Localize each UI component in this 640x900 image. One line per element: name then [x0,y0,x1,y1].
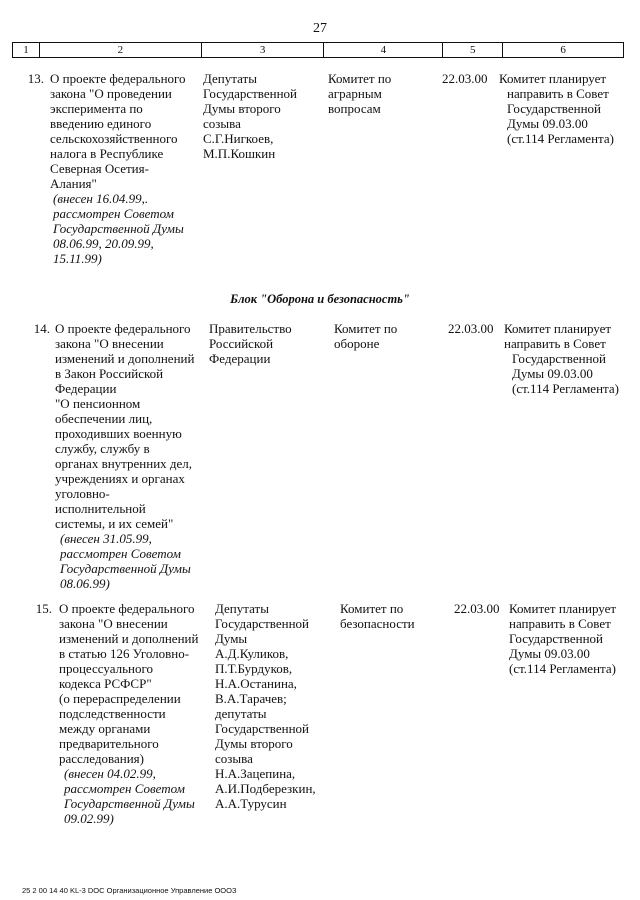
title-line: органах внутренних дел, [55,456,193,471]
initiator-line: Государственной [203,86,298,101]
title-line: О проекте федерального [55,321,191,336]
plan-line: Комитет планирует [509,601,617,616]
initiator-line: Думы второго [215,736,293,751]
title-line: в статью 126 Уголовно- [59,646,190,661]
note-line: Государственной Думы [60,561,191,576]
entry-plan [504,321,619,396]
entry-date: 22.03.00 [454,601,500,616]
entry-plan [499,71,614,146]
initiator-line: М.П.Кошкин [203,146,276,161]
entry-initiator [209,321,292,366]
header-col-5: 5 [443,43,503,57]
entry-committee [328,71,391,116]
header-col-2: 2 [40,43,202,57]
plan-line: направить в Совет [509,616,611,631]
title-line: эксперимента по [50,101,143,116]
initiator-line: А.Д.Куликов, [215,646,289,661]
plan-line: направить в Совет [507,86,609,101]
title-line: процессуального [59,661,153,676]
header-col-6: 6 [560,44,566,56]
plan-line: направить в Совет [504,336,606,351]
initiator-line: Депутаты [215,601,269,616]
block-title: Блок "Оборона и безопасность" [230,292,410,306]
header-col-3: 3 [202,43,325,57]
title-line: О проекте федерального [50,71,186,86]
entry-title [50,71,186,266]
plan-line: Комитет планирует [499,71,607,86]
title-line: между органами [59,721,151,736]
entry-title [55,321,194,591]
plan-line: Комитет планирует [504,321,612,336]
entry-initiator [215,601,316,811]
entry-date: 22.03.00 [442,71,488,86]
plan-line: (ст.114 Регламента) [507,131,614,146]
entry-committee [334,321,397,351]
initiator-line: Государственной [215,616,310,631]
footer: 25 2 00 14 40 KL-3 DOC Организационное Управление ОООЗ [22,886,237,895]
title-line: изменений и дополнений [55,351,195,366]
initiator-line: Российской [209,336,274,351]
title-line: изменений и дополнений [59,631,199,646]
note-line: 08.06.99, 20.09.99, [53,236,154,251]
initiator-line: Думы второго [203,101,281,116]
title-line: в Закон Российской [55,366,164,381]
title-line: службу, службу в [55,441,150,456]
title-line: закона "О внесении [55,336,164,351]
title-line: кодекса РСФСР" [59,676,152,691]
committee-line: безопасности [340,616,415,631]
initiator-line: Н.А.Зацепина, [215,766,296,781]
note-line: рассмотрен Советом [60,546,181,561]
title-line: (о перераспределении [59,691,181,706]
committee-line: обороне [334,336,380,351]
initiator-line: Думы [215,631,248,646]
title-line: обеспечении лиц, [55,411,153,426]
title-line: системы, и их семей" [55,516,174,531]
title-line: учреждениях и органах [55,471,185,486]
title-line: сельскохозяйственного [50,131,178,146]
committee-line: Комитет по [334,321,398,336]
initiator-line: А.А.Турусин [215,796,287,811]
note-line: (внесен 16.04.99,. [53,191,149,206]
plan-line: (ст.114 Регламента) [512,381,619,396]
initiator-line: Федерации [209,351,271,366]
note-line: рассмотрен Советом [64,781,185,796]
title-line: налога в Республике [50,146,164,161]
initiator-line: С.Г.Нигкоев, [203,131,274,146]
committee-line: вопросам [328,101,381,116]
plan-line: Думы 09.03.00 [507,116,588,131]
table-header-row [12,42,624,58]
title-line: предварительного [59,736,159,751]
plan-line: Государственной [509,631,604,646]
header-col-1: 1 [13,43,40,57]
note-line: 08.06.99) [60,576,110,591]
title-line: исполнительной [55,501,146,516]
initiator-line: Н.А.Останина, [215,676,297,691]
entry-committee [340,601,415,631]
plan-line: Думы 09.03.00 [509,646,590,661]
initiator-line: Государственной [215,721,310,736]
plan-line: Государственной [507,101,602,116]
title-line: О проекте федерального [59,601,195,616]
entry-plan [509,601,616,676]
initiator-line: созыва [215,751,253,766]
title-line: проходивших военную [55,426,182,441]
page-number: 27 [313,21,327,36]
title-line: закона "О внесении [59,616,168,631]
initiator-line: созыва [203,116,241,131]
note-line: Государственной Думы [53,221,184,236]
plan-line: Думы 09.03.00 [512,366,593,381]
note-line: 09.02.99) [64,811,114,826]
initiator-line: В.А.Тарачев; [215,691,287,706]
entry-initiator [203,71,297,161]
initiator-line: Депутаты [203,71,257,86]
title-line: уголовно- [55,486,110,501]
title-line: "О пенсионном [55,396,141,411]
plan-line: (ст.114 Регламента) [509,661,616,676]
title-line: Северная Осетия- [50,161,149,176]
title-line: Федерации [55,381,117,396]
entry-number: 13. [27,71,44,86]
entry-date: 22.03.00 [448,321,494,336]
note-line: рассмотрен Советом [53,206,174,221]
note-line: 15.11.99) [53,251,102,266]
committee-line: Комитет по [328,71,392,86]
title-line: введению единого [50,116,152,131]
header-col-4: 4 [324,43,443,57]
title-line: Алания" [50,176,97,191]
entry-number: 14. [33,321,50,336]
committee-line: аграрным [328,86,382,101]
title-line: закона "О проведении [50,86,172,101]
initiator-line: П.Т.Бурдуков, [215,661,293,676]
committee-line: Комитет по [340,601,404,616]
title-line: расследования) [59,751,144,766]
entry-number: 15. [35,601,52,616]
title-line: подследственности [59,706,166,721]
note-line: Государственной Думы [64,796,195,811]
initiator-line: А.И.Подберезкин, [215,781,316,796]
note-line: (внесен 31.05.99, [60,531,152,546]
note-line: (внесен 04.02.99, [64,766,156,781]
plan-line: Государственной [512,351,607,366]
entry-title [59,601,198,826]
initiator-line: Правительство [209,321,292,336]
initiator-line: депутаты [215,706,267,721]
